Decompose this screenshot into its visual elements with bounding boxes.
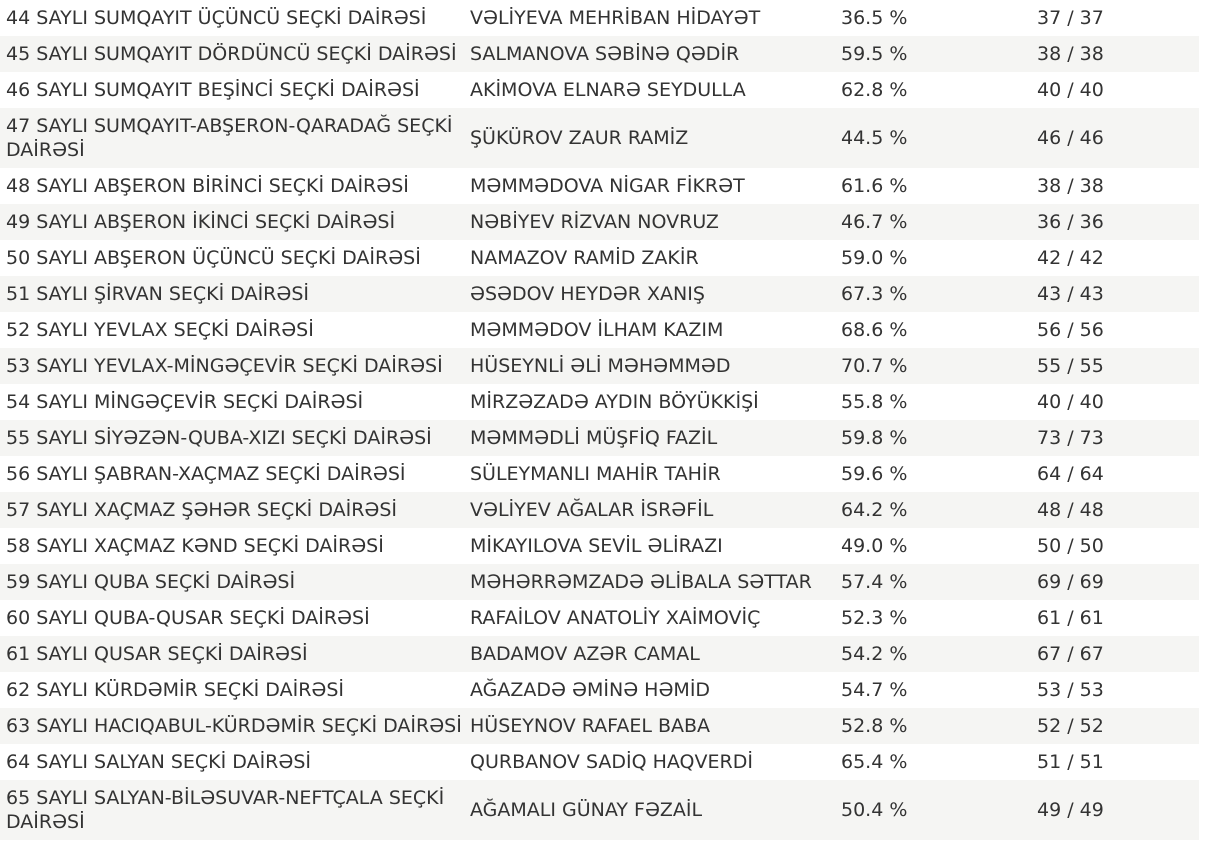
district-cell: 57 SAYLI XAÇMAZ ŞƏHƏR SEÇKİ DAİRƏSİ — [6, 499, 398, 521]
percent-cell: 64.2 % — [841, 499, 908, 521]
candidate-cell: MƏMMƏDOVA NİGAR FİKRƏT — [470, 175, 745, 197]
candidate-cell: VƏLİYEVA MEHRİBAN HİDAYƏT — [470, 7, 761, 29]
district-cell: 55 SAYLI SİYƏZƏN-QUBA-XIZI SEÇKİ DAİRƏSİ — [6, 427, 432, 449]
percent-cell: 44.5 % — [841, 127, 908, 149]
count-cell: 43 / 43 — [1037, 283, 1104, 305]
table-row — [0, 600, 1199, 636]
count-cell: 46 / 46 — [1037, 127, 1104, 149]
count-cell: 36 / 36 — [1037, 211, 1104, 233]
candidate-cell: HÜSEYNLİ ƏLİ MƏHƏMMƏD — [470, 355, 731, 377]
count-cell: 50 / 50 — [1037, 535, 1104, 557]
district-cell: 50 SAYLI ABŞERON ÜÇÜNCÜ SEÇKİ DAİRƏSİ — [6, 247, 421, 269]
count-cell: 52 / 52 — [1037, 715, 1104, 737]
table-row — [0, 636, 1199, 672]
candidate-cell: BADAMOV AZƏR CAMAL — [470, 643, 700, 665]
candidate-cell: MİKAYILOVA SEVİL ƏLİRAZI — [470, 535, 723, 557]
percent-cell: 54.7 % — [841, 679, 908, 701]
count-cell: 42 / 42 — [1037, 247, 1104, 269]
district-cell: 45 SAYLI SUMQAYIT DÖRDÜNCÜ SEÇKİ DAİRƏSİ — [6, 43, 457, 65]
district-cell: 61 SAYLI QUSAR SEÇKİ DAİRƏSİ — [6, 643, 308, 665]
count-cell: 38 / 38 — [1037, 175, 1104, 197]
table-row — [0, 672, 1199, 708]
count-cell: 56 / 56 — [1037, 319, 1104, 341]
count-cell: 64 / 64 — [1037, 463, 1104, 485]
district-cell: 46 SAYLI SUMQAYIT BEŞİNCİ SEÇKİ DAİRƏSİ — [6, 79, 420, 101]
candidate-cell: HÜSEYNOV RAFAEL BABA — [470, 715, 711, 737]
district-cell: 63 SAYLI HACIQABUL-KÜRDƏMİR SEÇKİ DAİRƏSİ — [6, 715, 462, 737]
percent-cell: 59.6 % — [841, 463, 908, 485]
percent-cell: 50.4 % — [841, 799, 908, 821]
district-cell: 60 SAYLI QUBA-QUSAR SEÇKİ DAİRƏSİ — [6, 607, 370, 629]
district-cell: 49 SAYLI ABŞERON İKİNCİ SEÇKİ DAİRƏSİ — [6, 211, 396, 233]
table-row — [0, 492, 1199, 528]
table-row — [0, 420, 1199, 456]
candidate-cell: RAFAİLOV ANATOLİY XAİMOVİÇ — [470, 607, 761, 629]
district-cell: 47 SAYLI SUMQAYIT-ABŞERON-QARADAĞ SEÇKİ DAİRƏSİ — [6, 115, 453, 161]
district-cell: 44 SAYLI SUMQAYIT ÜÇÜNCÜ SEÇKİ DAİRƏSİ — [6, 7, 427, 29]
table-row — [0, 108, 1199, 168]
percent-cell: 49.0 % — [841, 535, 908, 557]
candidate-cell: QURBANOV SADİQ HAQVERDİ — [470, 751, 753, 773]
candidate-cell: SALMANOVA SƏBİNƏ QƏDİR — [470, 43, 740, 65]
percent-cell: 61.6 % — [841, 175, 908, 197]
count-cell: 69 / 69 — [1037, 571, 1104, 593]
candidate-cell: AĞAZADƏ ƏMİNƏ HƏMİD — [470, 679, 711, 701]
count-cell: 51 / 51 — [1037, 751, 1104, 773]
district-cell: 58 SAYLI XAÇMAZ KƏND SEÇKİ DAİRƏSİ — [6, 535, 384, 557]
percent-cell: 57.4 % — [841, 571, 908, 593]
candidate-cell: AKİMOVA ELNARƏ SEYDULLA — [470, 79, 746, 101]
percent-cell: 36.5 % — [841, 7, 908, 29]
district-cell: 54 SAYLI MİNGƏÇEVİR SEÇKİ DAİRƏSİ — [6, 391, 364, 413]
percent-cell: 68.6 % — [841, 319, 908, 341]
table-row — [0, 312, 1199, 348]
count-cell: 73 / 73 — [1037, 427, 1104, 449]
table-row — [0, 348, 1199, 384]
table-row — [0, 384, 1199, 420]
count-cell: 67 / 67 — [1037, 643, 1104, 665]
table-row — [0, 240, 1199, 276]
table-row — [0, 780, 1199, 840]
count-cell: 40 / 40 — [1037, 391, 1104, 413]
percent-cell: 46.7 % — [841, 211, 908, 233]
count-cell: 37 / 37 — [1037, 7, 1104, 29]
percent-cell: 59.0 % — [841, 247, 908, 269]
count-cell: 55 / 55 — [1037, 355, 1104, 377]
table-row — [0, 168, 1199, 204]
candidate-cell: NAMAZOV RAMİD ZAKİR — [470, 247, 699, 269]
candidate-cell: ƏSƏDOV HEYDƏR XANIŞ — [470, 283, 705, 305]
count-cell: 38 / 38 — [1037, 43, 1104, 65]
district-cell: 53 SAYLI YEVLAX-MİNGƏÇEVİR SEÇKİ DAİRƏSİ — [6, 355, 443, 377]
candidate-cell: MƏHƏRRƏMZADƏ ƏLİBALA SƏTTAR — [470, 571, 812, 593]
percent-cell: 65.4 % — [841, 751, 908, 773]
district-cell: 59 SAYLI QUBA SEÇKİ DAİRƏSİ — [6, 571, 296, 593]
candidate-cell: VƏLİYEV AĞALAR İSRƏFİL — [470, 499, 714, 521]
table-row — [0, 204, 1199, 240]
percent-cell: 59.8 % — [841, 427, 908, 449]
candidate-cell: ŞÜKÜROV ZAUR RAMİZ — [470, 127, 689, 149]
table-row — [0, 744, 1199, 780]
table-row — [0, 276, 1199, 312]
percent-cell: 62.8 % — [841, 79, 908, 101]
candidate-cell: AĞAMALI GÜNAY FƏZAİL — [470, 799, 703, 821]
candidate-cell: NƏBİYEV RİZVAN NOVRUZ — [470, 211, 719, 233]
count-cell: 49 / 49 — [1037, 799, 1104, 821]
table-row — [0, 456, 1199, 492]
percent-cell: 67.3 % — [841, 283, 908, 305]
percent-cell: 55.8 % — [841, 391, 908, 413]
district-cell: 52 SAYLI YEVLAX SEÇKİ DAİRƏSİ — [6, 319, 314, 341]
district-cell: 62 SAYLI KÜRDƏMİR SEÇKİ DAİRƏSİ — [6, 679, 345, 701]
percent-cell: 54.2 % — [841, 643, 908, 665]
table-row — [0, 528, 1199, 564]
count-cell: 40 / 40 — [1037, 79, 1104, 101]
percent-cell: 59.5 % — [841, 43, 908, 65]
count-cell: 53 / 53 — [1037, 679, 1104, 701]
table-row — [0, 564, 1199, 600]
count-cell: 61 / 61 — [1037, 607, 1104, 629]
table-row — [0, 36, 1199, 72]
candidate-cell: MƏMMƏDLİ MÜŞFİQ FAZİL — [470, 427, 718, 449]
percent-cell: 52.8 % — [841, 715, 908, 737]
table-row — [0, 0, 1199, 36]
table-row — [0, 72, 1199, 108]
district-cell: 64 SAYLI SALYAN SEÇKİ DAİRƏSİ — [6, 751, 311, 773]
candidate-cell: MİRZƏZADƏ AYDIN BÖYÜKKİŞİ — [470, 391, 759, 413]
percent-cell: 52.3 % — [841, 607, 908, 629]
district-cell: 56 SAYLI ŞABRAN-XAÇMAZ SEÇKİ DAİRƏSİ — [6, 463, 406, 485]
district-cell: 65 SAYLI SALYAN-BİLƏSUVAR-NEFTÇALA SEÇKİ DAİRƏSİ — [6, 787, 445, 833]
percent-cell: 70.7 % — [841, 355, 908, 377]
candidate-cell: SÜLEYMANLI MAHİR TAHİR — [470, 463, 721, 485]
district-cell: 48 SAYLI ABŞERON BİRİNCİ SEÇKİ DAİRƏSİ — [6, 175, 409, 197]
district-cell: 51 SAYLI ŞİRVAN SEÇKİ DAİRƏSİ — [6, 283, 309, 305]
count-cell: 48 / 48 — [1037, 499, 1104, 521]
table-row — [0, 708, 1199, 744]
candidate-cell: MƏMMƏDOV İLHAM KAZIM — [470, 319, 724, 341]
